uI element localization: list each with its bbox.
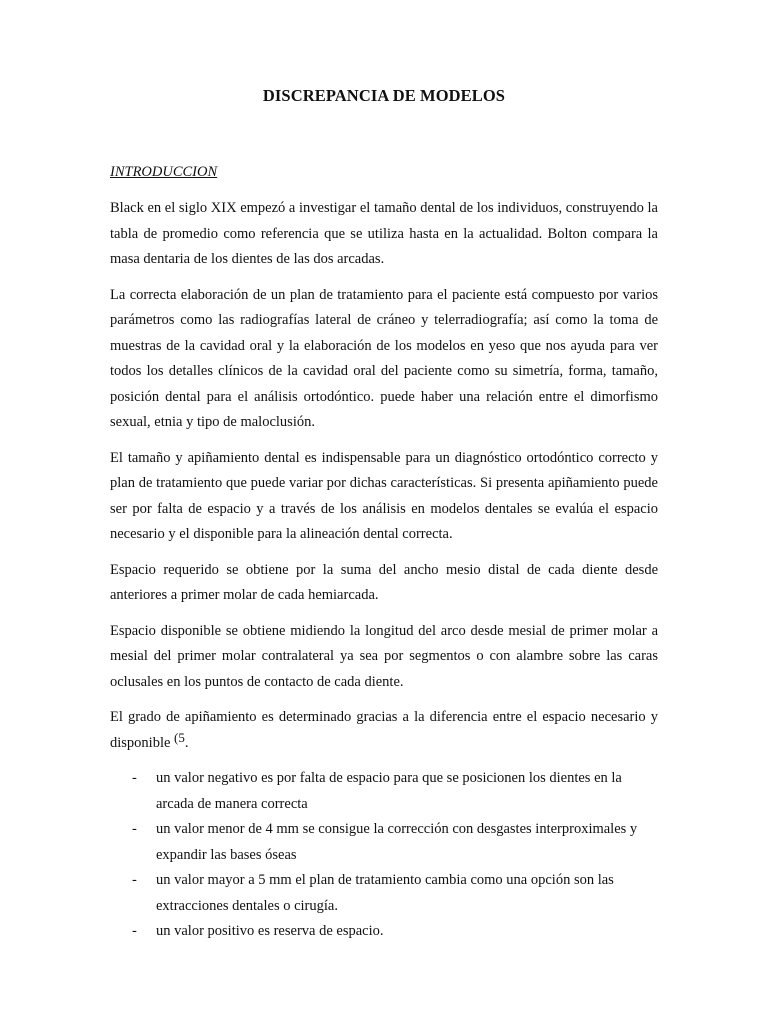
- list-item: [110, 817, 658, 868]
- list-item-text: un valor menor de 4 mm se consigue la corrección con desgastes interproximales y expandir las bases óseas: [156, 821, 638, 863]
- paragraph-crowding-degree: [110, 705, 658, 756]
- bullet-list: [110, 766, 658, 945]
- bullet-dash: -: [132, 821, 137, 837]
- list-item: [110, 868, 658, 919]
- paragraph-crowding: El tamaño y apiñamiento dental es indispensable para un diagnóstico ortodóntico correcto y plan de tratamiento que puede variar por dichas características. Si presenta apiñamiento puede ser por falta de espacio y a través de los análisis en modelos dentales se evalúa el espacio necesario y el disponible para la alineación dental correcta.: [110, 449, 658, 542]
- crowding-degree-text: El grado de apiñamiento es determinado gracias a la diferencia entre el espacio necesario y disponible: [110, 709, 658, 751]
- bullet-dash: -: [132, 770, 137, 786]
- list-item: [110, 766, 658, 817]
- list-item-text: un valor positivo es reserva de espacio.: [156, 923, 384, 939]
- document-title: DISCREPANCIA DE MODELOS: [262, 86, 506, 105]
- paragraph-treatment-plan: La correcta elaboración de un plan de tratamiento para el paciente está compuesto por varios parámetros como las radiografías lateral de cráneo y telerradiografía; así como la toma de muestras de la cavidad oral y la elaboración de los modelos en yeso que nos ayuda para ver todos los detalles clínicos de la cavidad oral del paciente como su simetría, forma, tamaño, posición dental para el análisis ortodóntico. puede haber una relación entre el dimorfismo sexual, etnia y tipo de maloclusión.: [110, 286, 658, 430]
- paragraph-black-history: Black en el siglo XIX empezó a investigar el tamaño dental de los individuos, construyendo la tabla de promedio como referencia que se utiliza hasta en la actualidad. Bolton compara la masa dentaria de los dientes de las dos arcadas.: [110, 200, 658, 267]
- bullet-dash: -: [132, 872, 137, 888]
- paragraph-required-space: Espacio requerido se obtiene por la suma del ancho mesio distal de cada diente desde anteriores a primer molar de cada hemiarcada.: [110, 561, 658, 603]
- list-item-text: un valor negativo es por falta de espacio para que se posicionen los dientes en la arcada de manera correcta: [156, 770, 622, 812]
- bullet-dash: -: [132, 923, 137, 939]
- sentence-end: .: [184, 734, 189, 751]
- list-item: [110, 919, 658, 945]
- list-item-text: un valor mayor a 5 mm el plan de tratamiento cambia como una opción son las extracciones dentales o cirugía.: [156, 872, 614, 914]
- section-heading: INTRODUCCION: [110, 164, 218, 180]
- paragraph-available-space: Espacio disponible se obtiene midiendo la longitud del arco desde mesial de primer molar a mesial del primer molar contralateral ya sea por segmentos o con alambre sobre las caras oclusales en los puntos de contacto de cada diente.: [110, 622, 658, 690]
- citation-marker: (5: [174, 729, 185, 745]
- document-body: [110, 162, 658, 945]
